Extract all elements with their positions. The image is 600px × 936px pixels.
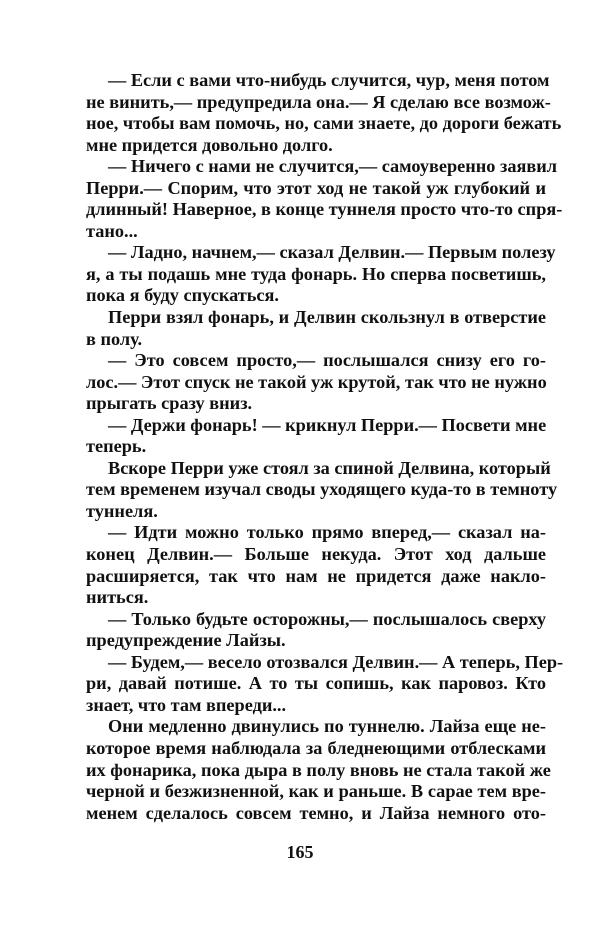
text-line: — Будем,— весело отозвался Делвин.— А теперь, Пер- <box>108 651 564 672</box>
body-text <box>86 70 564 824</box>
text-line: лос.— Этот спуск не такой уж крутой, так что не нужно <box>86 371 547 392</box>
text-line: тано... <box>86 220 138 241</box>
text-line: Они медленно двинулись по туннелю. Лайза еще не- <box>108 716 546 737</box>
text-line: предупреждение Лайзы. <box>86 630 286 651</box>
text-line: ное, чтобы вам помочь, но, сами знаете, до дороги бежать <box>86 113 562 134</box>
text-line: туннеля. <box>86 500 158 521</box>
text-line: я, а ты подашь мне туда фонарь. Но сперва посветишь, <box>86 263 546 284</box>
text-line: конец Делвин.— Больше некуда. Этот ход дальше <box>86 544 546 565</box>
text-line: — Если с вами что-нибудь случится, чур, меня потом <box>108 70 550 90</box>
text-line: теперь. <box>86 436 147 457</box>
text-line: мне придется довольно долго. <box>86 134 333 155</box>
text-line: — Это совсем просто,— послышался снизу его го- <box>108 350 546 371</box>
text-line: — Держи фонарь! — крикнул Перри.— Посвети мне <box>108 414 547 435</box>
text-line: — Идти можно только прямо вперед,— сказал на- <box>108 522 546 543</box>
text-line: Вскоре Перри уже стоял за спиной Делвина, который <box>108 457 551 478</box>
text-line: — Ладно, начнем,— сказал Делвин.— Первым полезу <box>108 242 556 263</box>
text-line: длинный! Наверное, в конце туннеля просто что-то спря- <box>86 199 563 220</box>
text-line: менем сделалось совсем темно, и Лайза немного ото- <box>86 802 546 823</box>
text-line: — Только будьте осторожны,— послышалось сверху <box>108 608 546 629</box>
text-line: не винить,— предупредила она.— Я сделаю все возмож- <box>86 91 551 112</box>
text-line: Перри взял фонарь, и Делвин скользнул в отверстие <box>108 307 546 328</box>
text-line: тем временем изучал своды уходящего куда-то в темноту <box>86 479 558 500</box>
text-line: которое время наблюдала за бледнеющими отблесками <box>86 737 546 758</box>
text-line: Перри.— Спорим, что этот ход не такой уж глубокий и <box>86 177 546 198</box>
text-line: пока я буду спускаться. <box>86 285 279 306</box>
text-line: расширяется, так что нам не придется даже накло- <box>86 565 546 586</box>
text-line: ри, давай потише. А то ты сопишь, как паровоз. Кто <box>86 673 546 694</box>
text-line: — Ничего с нами не случится,— самоуверенно заявил <box>108 156 558 177</box>
text-line: прыгать сразу вниз. <box>86 393 253 414</box>
text-line: их фонарика, пока дыра в полу вновь не стала такой же <box>86 759 551 780</box>
text-line: знает, что там впереди... <box>86 694 287 715</box>
text-line: ниться. <box>86 587 149 608</box>
text-line: в полу. <box>86 328 143 349</box>
text-line: черной и безжизненной, как и раньше. В сарае тем вре- <box>86 781 546 802</box>
page-number: 165 <box>286 842 314 862</box>
